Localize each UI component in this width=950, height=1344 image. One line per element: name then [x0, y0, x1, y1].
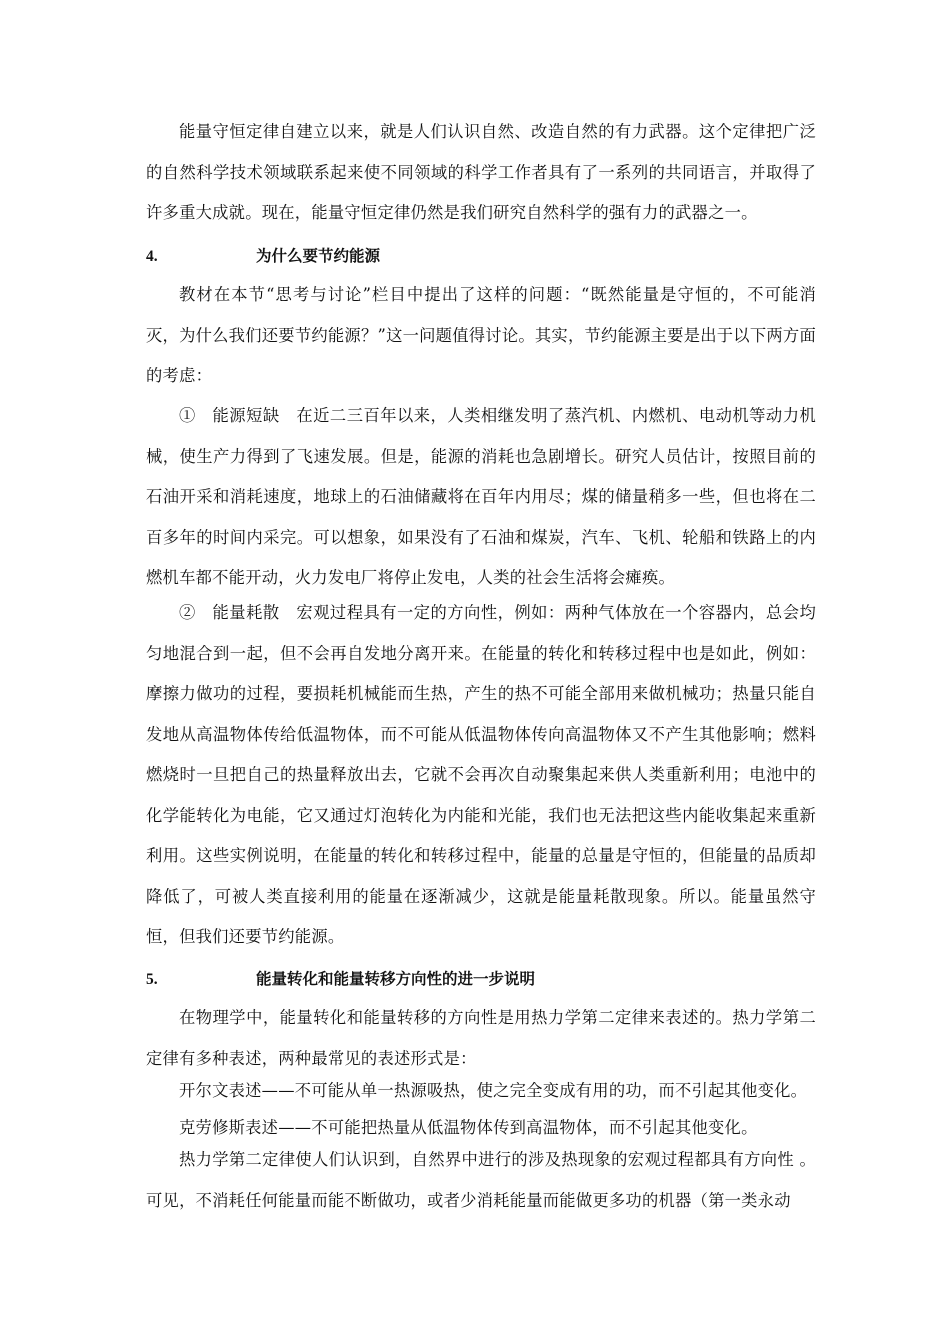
paragraph-second-law-meaning: 热力学第二定律使人们认识到，自然界中进行的涉及热现象的宏观过程都具有方向性 。可见，不消耗任何能量而能不断做功，或者少消耗能量而能做更多功的机器（第一类永动 [146, 1150, 816, 1210]
paragraph-energy-conservation: 能量守恒定律自建立以来，就是人们认识自然、改造自然的有力武器。这个定律把广泛的自然科学技术领域联系起来使不同领域的科学工作者具有了一系列的共同语言，并取得了许多重大成就。现在，能量守恒定律仍然是我们研究自然科学的强有力的武器之一。 [146, 122, 816, 222]
section-title: 能量转化和能量转移方向性的进一步说明 [256, 969, 536, 988]
section-heading-4 [146, 245, 816, 267]
section-number: 5. [146, 971, 158, 988]
section-heading-5 [146, 968, 816, 990]
paragraph-energy-shortage: ① 能源短缺 在近二三百年以来，人类相继发明了蒸汽机、内燃机、电动机等动力机械，使生产力得到了飞速发展。但是，能源的消耗也急剧增长。研究人员估计，按照目前的石油开采和消耗速度，地球上的石油储藏将在百年内用尽；煤的储量稍多一些，但也将在二百多年的时间内采完。可以想象，如果没有了石油和煤炭，汽车、飞机、轮船和铁路上的内燃机车都不能开动，火力发电厂将停止发电，人类的社会生活将会瘫痪。 [146, 406, 816, 587]
kelvin-statement: 开尔文表述——不可能从单一热源吸热，使之完全变成有用的功，而不引起其他变化。 [179, 1081, 808, 1100]
paragraph-second-law-intro: 在物理学中，能量转化和能量转移的方向性是用热力学第二定律来表述的。热力学第二定律有多种表述，两种最常见的表述形式是： [146, 1008, 816, 1068]
section-title: 为什么要节约能源 [256, 246, 381, 265]
paragraph-energy-dissipation: ② 能量耗散 宏观过程具有一定的方向性，例如：两种气体放在一个容器内，总会均匀地混合到一起，但不会再自发地分离开来。在能量的转化和转移过程中也是如此，例如：摩擦力做功的过程，要损耗机械能而生热，产生的热不可能全部用来做机械功；热量只能自发地从高温物体传给低温物体，而不可能从低温物体传向高温物体又不产生其他影响；燃料燃烧时一旦把自己的热量释放出去，它就不会再次自动聚集起来供人类重新利用；电池中的化学能转化为电能，它又通过灯泡转化为内能和光能，我们也无法把这些内能收集起来重新利用。这些实例说明，在能量的转化和转移过程中，能量的总量是守恒的，但能量的品质却降低了，可被人类直接利用的能量在逐渐减少，这就是能量耗散现象。所以。能量虽然守恒，但我们还要节约能源。 [146, 603, 816, 946]
clausius-statement: 克劳修斯表述——不可能把热量从低温物体传到高温物体，而不引起其他变化。 [179, 1118, 758, 1137]
paragraph-why-save-energy: 教材在本节“思考与讨论”栏目中提出了这样的问题：“既然能量是守恒的，不可能消灭，为什么我们还要节约能源？”这一问题值得讨论。其实，节约能源主要是出于以下两方面的考虑： [146, 285, 816, 385]
section-number: 4. [146, 248, 158, 265]
